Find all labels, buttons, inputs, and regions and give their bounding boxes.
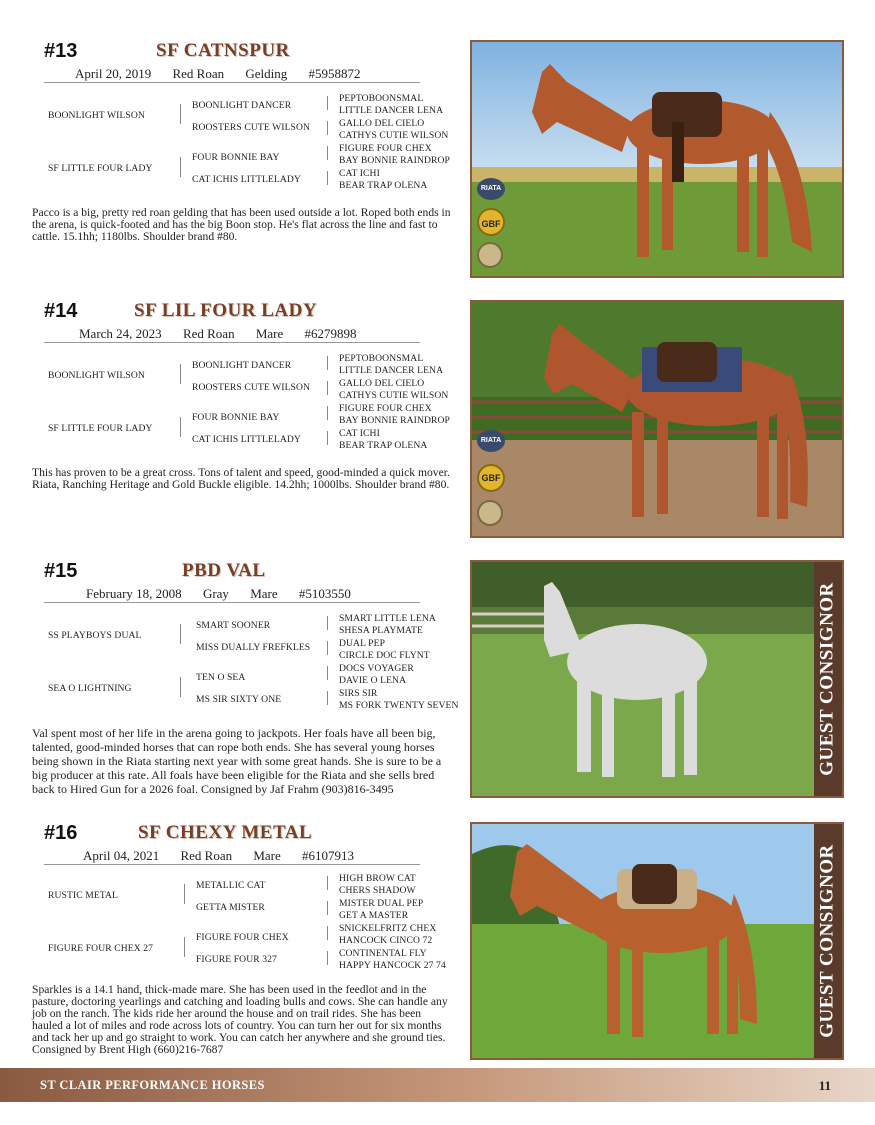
sire-dam: MISS DUALLY FREFKLES [196,642,311,653]
great-grandparent: CONTINENTAL FLY [339,948,427,959]
bracket [327,96,328,110]
divider [44,602,420,603]
guest-consignor-band [814,824,842,1058]
footer-title: ST CLAIR PERFORMANCE HORSES [40,1078,265,1092]
great-grandparent: MISTER DUAL PEP [339,898,424,909]
horse-info [86,586,369,602]
great-grandparent: SHESA PLAYMATE [339,625,423,636]
dam-dam: MS SIR SIXTY ONE [196,694,282,705]
sire: SS PLAYBOYS DUAL [48,630,142,641]
horse-name: SF LIL FOUR LADY [134,300,318,321]
bracket [184,937,185,957]
dam: SF LITTLE FOUR LADY [48,163,153,174]
horse-description: Sparkles is a 14.1 hand, thick-made mare. She has been used in the feedlot and in the pasture, doctoring yearlings and catching and loading bulls and cows. She can handle any job on the ranch. The kids ride her around the house and on trail rides. She has been hauled a lot of miles and rode across lots of country. You can turn her out for six months and tack her up and go straight to work. You can catch her anywhere and she ground ties. Consigned by Brent High (660)216-7687 [32,983,448,1056]
great-grandparent: FIGURE FOUR CHEX [339,403,432,414]
great-grandparent: BAY BONNIE RAINDROP [339,155,450,166]
bracket [327,146,328,160]
dam-dam: CAT ICHIS LITTLELADY [192,434,301,445]
bracket [327,406,328,420]
guest-consignor-band [814,562,842,796]
registration-number: #5958872 [308,66,361,81]
great-grandparent: PEPTOBOONSMAL [339,353,424,364]
great-grandparent: BEAR TRAP OLENA [339,440,428,451]
great-grandparent: CATHYS CUTIE WILSON [339,390,449,401]
bracket [184,884,185,904]
horse-photo [470,560,844,798]
great-grandparent: LITTLE DANCER LENA [339,365,444,376]
bracket [327,616,328,630]
horse-sex: Mare [250,586,278,601]
horse-description: Pacco is a big, pretty red roan gelding that has been used outside a lot. Roped both ends in the arena, is quick-footed and has the big Boon stop. He's flat across the line and fast to cattle. 15.1hh; 1180lbs. Shoulder brand #80. [32,206,451,243]
sire-sire: BOONLIGHT DANCER [192,360,292,371]
great-grandparent: DUAL PEP [339,638,386,649]
bracket [327,121,328,135]
great-grandparent: CAT ICHI [339,428,380,439]
sire-sire: SMART SOONER [196,620,271,631]
great-grandparent: GALLO DEL CIELO [339,118,425,129]
lot-15 [0,560,875,810]
great-grandparent: CHERS SHADOW [339,885,416,896]
horse-name: PBD VAL [182,560,266,581]
lot-14 [0,300,875,550]
bracket [327,876,328,890]
great-grandparent: MS FORK TWENTY SEVEN [339,700,459,711]
bracket [327,171,328,185]
great-grandparent: SMART LITTLE LENA [339,613,436,624]
dam: SF LITTLE FOUR LADY [48,423,153,434]
dam: SEA O LIGHTNING [48,683,132,694]
bracket [327,666,328,680]
horse-description: Val spent most of her life in the arena going to jackpots. Her foals have all been big, talented, good-minded horses that can rope both ends. She has several young horses being shown in the Riata starting next year with some great hands. She is sure to be a big producer at this rate. All foals have been eligible for the Riata and she sells bred back to Hired Gun for a 2026 foal. Consigned by Jaf Frahm (903)816-3495 [32,726,442,796]
bracket [327,356,328,370]
great-grandparent: HANCOCK CINCO 72 [339,935,433,946]
riata-badge: RIATA [477,430,505,452]
bracket [327,901,328,915]
heritage-seal-icon [477,242,503,268]
divider [44,864,420,865]
horse-info [83,848,372,864]
page-footer [0,1068,875,1102]
badges [477,178,507,268]
lot-16 [0,822,875,1072]
registration-number: #6107913 [302,848,355,863]
guest-consignor-label: GUEST CONSIGNOR [817,582,838,776]
horse-color: Gray [202,586,229,601]
dam-dam: CAT ICHIS LITTLELADY [192,174,301,185]
great-grandparent: DAVIE O LENA [339,675,407,686]
sire-sire: BOONLIGHT DANCER [192,100,292,111]
horse-name: SF CHEXY METAL [138,822,313,843]
bracket [327,381,328,395]
gbf-badge: GBF [477,464,505,492]
lot-number: #13 [44,40,78,62]
dam-sire: FIGURE FOUR CHEX [196,932,289,943]
dam-sire: FOUR BONNIE BAY [192,152,280,163]
dam-dam: FIGURE FOUR 327 [196,954,277,965]
bracket [180,417,181,437]
guest-consignor-label: GUEST CONSIGNOR [817,844,838,1038]
great-grandparent: GET A MASTER [339,910,409,921]
horse-info [75,66,378,82]
sire-dam: ROOSTERS CUTE WILSON [192,382,311,393]
great-grandparent: CAT ICHI [339,168,380,179]
horse-color: Red Roan [182,326,235,341]
great-grandparent: BAY BONNIE RAINDROP [339,415,450,426]
foal-date: April 20, 2019 [75,66,152,81]
great-grandparent: GALLO DEL CIELO [339,378,425,389]
horse-sex: Gelding [245,66,288,81]
horse-photo [470,300,844,538]
bracket [180,624,181,644]
great-grandparent: HAPPY HANCOCK 27 74 [339,960,446,971]
great-grandparent: SIRS SIR [339,688,378,699]
great-grandparent: CATHYS CUTIE WILSON [339,130,449,141]
horse-color: Red Roan [180,848,233,863]
great-grandparent: BEAR TRAP OLENA [339,180,428,191]
sire-dam: ROOSTERS CUTE WILSON [192,122,311,133]
registration-number: #5103550 [298,586,351,601]
great-grandparent: HIGH BROW CAT [339,873,416,884]
great-grandparent: CIRCLE DOC FLYNT [339,650,430,661]
great-grandparent: DOCS VOYAGER [339,663,414,674]
registration-number: #6279898 [304,326,357,341]
lot-number: #14 [44,300,78,322]
dam-sire: TEN O SEA [196,672,246,683]
dam: FIGURE FOUR CHEX 27 [48,943,154,954]
bracket [327,691,328,705]
sire: RUSTIC METAL [48,890,118,901]
page-number: 11 [818,1078,831,1093]
great-grandparent: LITTLE DANCER LENA [339,105,444,116]
sire: BOONLIGHT WILSON [48,110,145,121]
horse-sex: Mare [253,848,281,863]
bracket [180,157,181,177]
horse-info [79,326,375,342]
heritage-seal-icon [477,500,503,526]
great-grandparent: FIGURE FOUR CHEX [339,143,432,154]
divider [44,342,420,343]
dam-sire: FOUR BONNIE BAY [192,412,280,423]
bracket [327,431,328,445]
horse-description: This has proven to be a great cross. Tons of talent and speed, good-minded a quick mover. Riata, Ranching Heritage and Gold Buckle eligible. 14.2hh; 1000lbs. Shoulder brand #80. [32,466,450,491]
foal-date: February 18, 2008 [86,586,182,601]
foal-date: April 04, 2021 [83,848,160,863]
horse-photo [470,40,844,278]
great-grandparent: SNICKELFRITZ CHEX [339,923,437,934]
bracket [327,951,328,965]
sire-sire: METALLIC CAT [196,880,266,891]
sire: BOONLIGHT WILSON [48,370,145,381]
bracket [327,926,328,940]
sire-dam: GETTA MISTER [196,902,265,913]
lot-number: #16 [44,822,78,844]
horse-sex: Mare [255,326,284,341]
great-grandparent: PEPTOBOONSMAL [339,93,424,104]
lot-number: #15 [44,560,78,582]
bracket [327,641,328,655]
horse-photo [470,822,844,1060]
divider [44,82,420,83]
riata-badge: RIATA [477,178,505,200]
bracket [180,677,181,697]
badges [477,430,507,526]
horse-color: Red Roan [172,66,225,81]
bracket [180,364,181,384]
gbf-badge: GBF [477,208,505,236]
lot-13 [0,40,875,290]
horse-name: SF CATNSPUR [156,40,290,61]
bracket [180,104,181,124]
foal-date: March 24, 2023 [79,326,162,341]
